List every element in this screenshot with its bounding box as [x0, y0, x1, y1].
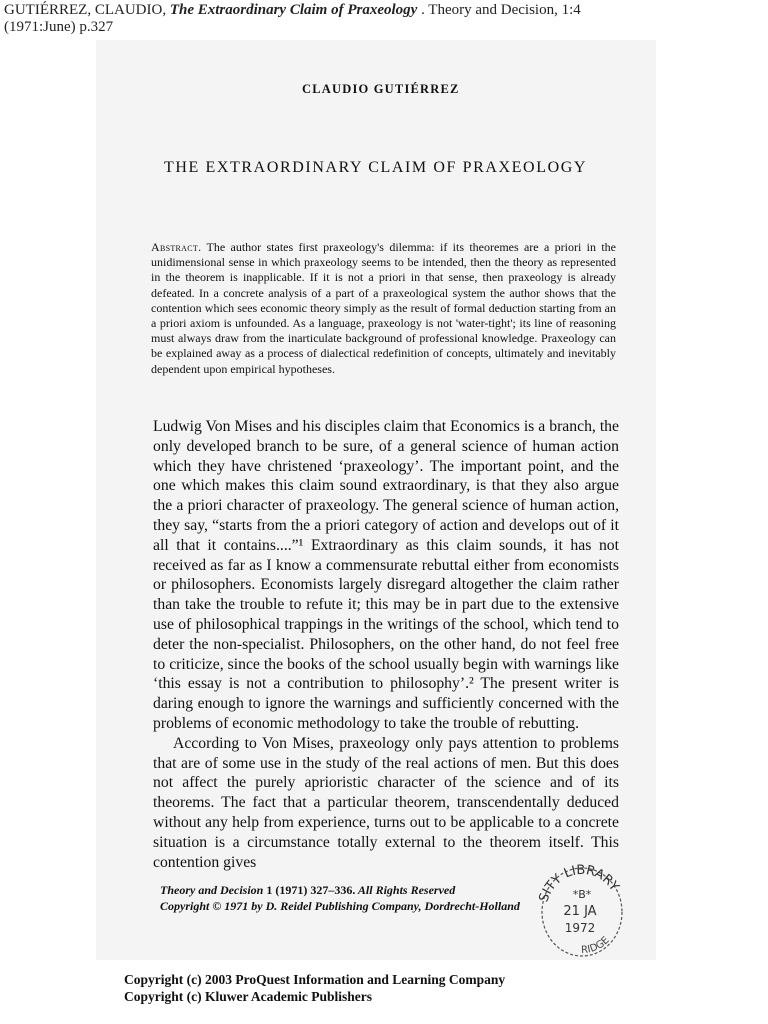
- citation-title: The Extraordinary Claim of Praxeology: [169, 2, 418, 18]
- copyright-line-2: Copyright (c) Kluwer Academic Publishers: [124, 989, 372, 1004]
- abstract: [151, 240, 616, 377]
- publication-footnote: [160, 882, 540, 914]
- abstract-text: The author states first praxeology's dilemma: if its theoremes are a priori in the unidimensional sense in which praxeology seems to be intended, then the theory as represented in the theorem is inapplicable. If it is not a priori in that sense, then praxeology is already defeated. In a concrete analysis of a part of a praxeological system the author shows that the contention which sees economic theory simply as the result of formal deduction starting from an a priori axiom is unfounded. As a language, praxeology is not 'water-tight'; its line of reasoning must always draw from the inarticulate background of professional knowledge. Praxeology can be explained away as a process of dialectical redefinition of concepts, ultimately and inevitably dependent upon empirical hypotheses.: [151, 240, 616, 376]
- footnote-journal: Theory and Decision: [160, 883, 264, 897]
- stamp-top-text: SITY LIBRARY: [536, 862, 622, 905]
- stamp-day: 21 JA: [563, 904, 597, 919]
- stamp-year: 1972: [564, 921, 596, 935]
- copyright-line-1: Copyright (c) 2003 ProQuest Information and Learning Company: [124, 972, 506, 987]
- stamp-bottom-text: RIDGE: [580, 934, 612, 956]
- abstract-label: Abstract.: [151, 240, 202, 254]
- footnote-pages: (1971) 327–336.: [275, 883, 356, 897]
- citation-header: [4, 2, 604, 36]
- footnote-copyright: Copyright © 1971 by D. Reidel Publishing Company, Dordrecht-Holland: [160, 899, 520, 913]
- citation-author: GUTIÉRREZ, CLAUDIO,: [4, 2, 167, 18]
- paragraph-2: According to Von Mises, praxeology only pays attention to problems that are of some use in the study of the real actions of men. But this does not affect the purely aprioristic character of the science and of its theorems. The fact that a particular theorem, transcendentally deduced without any help from experience, turns out to be applicable to a concrete situation is a circumstance totally external to the theorem itself. This contention gives: [153, 734, 619, 871]
- footnote-volume: 1: [266, 883, 273, 897]
- footnote-rights: All Rights Reserved: [357, 883, 456, 897]
- library-stamp: [536, 860, 628, 960]
- citation-source: . Theory and Decision, 1:4: [421, 2, 581, 18]
- copyright-notice: [124, 971, 505, 1005]
- article-title: THE EXTRAORDINARY CLAIM OF PRAXEOLOGY: [164, 159, 588, 176]
- body-text: [153, 417, 619, 872]
- paragraph-1: Ludwig Von Mises and his disciples claim that Economics is a branch, the only developed branch to be sure, of a general science of human action which they have christened ‘praxeology’. The important point, and the one which makes this claim sound extraordinary, is that they also argue the a priori character of praxeology. The general science of human action, they say, “starts from the a priori category of action and develops out of it all that it contains....”¹ Extraordinary as this claim sounds, it has not received as far as I know a commensurate rebuttal either from economists or philosophers. Economists largely disregard altogether the claim rather than take the trouble to refute it; this may be in part due to the extensive use of philosophical trappings in the writings of the school, which tend to deter the non-specialist. Philosophers, on the other hand, do not feel free to criticize, since the books of the school usually begin with warnings like ‘this essay is not a contribution to philosophy’.² The present writer is daring enough to ignore the warnings and sufficiently concerned with the problems of economic methodology to take the trouble of rebutting.: [153, 418, 619, 732]
- stamp-mark: *B*: [572, 888, 592, 901]
- article-author: CLAUDIO GUTIÉRREZ: [302, 82, 460, 96]
- citation-date-page: (1971:June) p.327: [4, 19, 114, 35]
